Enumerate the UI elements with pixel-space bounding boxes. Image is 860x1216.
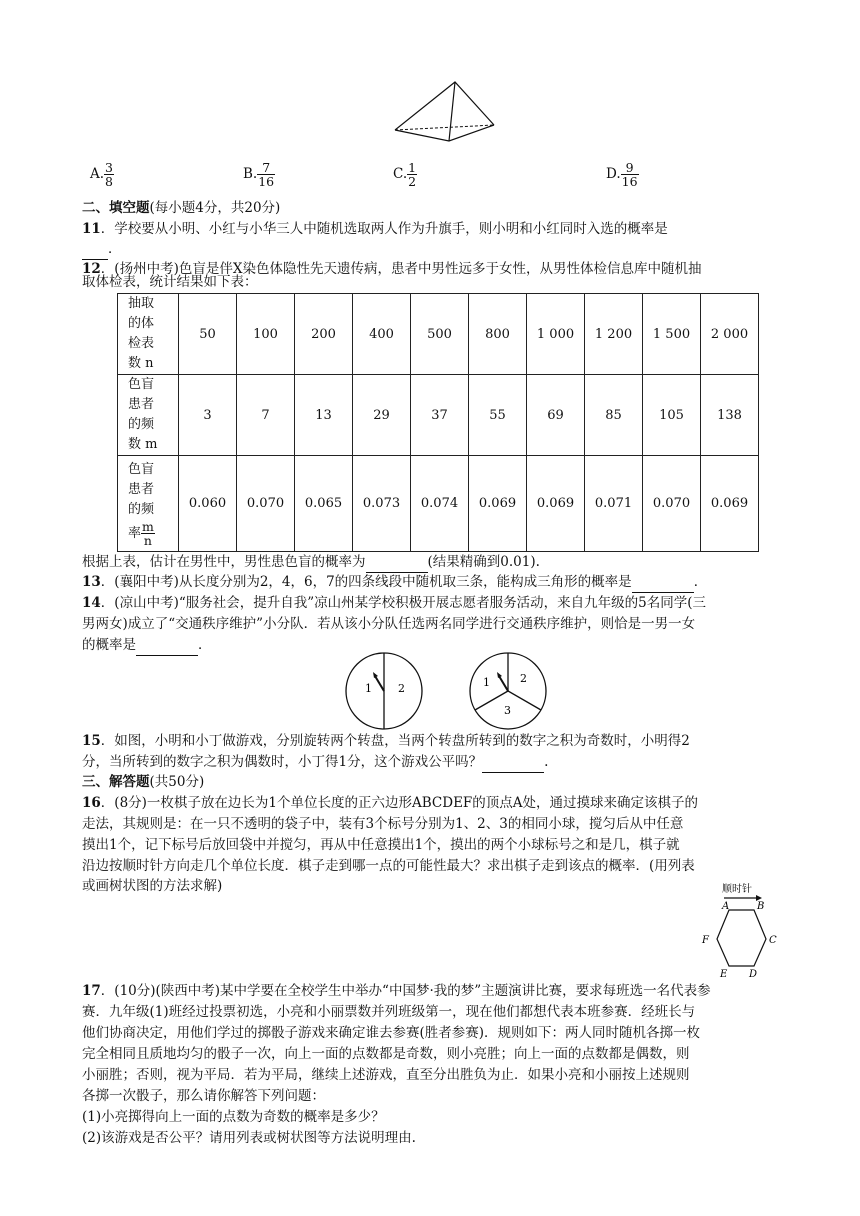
vertex-label: A — [722, 901, 730, 912]
q17-sub1: (1)小亮掷得向上一面的点数为奇数的概率是多少？ — [82, 1109, 385, 1125]
q16-line3: 摸出1个，记下标号后放回袋中并搅匀，再从中任意摸出1个，摸出的两个小球标号之和是几，棋子就 — [82, 837, 680, 853]
statistics-table — [117, 293, 759, 552]
table-cell: 200 — [295, 294, 353, 375]
q15-line2: 分，当所转到的数字之积为偶数时，小丁得1分，这个游戏公平吗？ . — [82, 752, 782, 773]
vertex-label: C — [769, 935, 777, 946]
spinner-label: 3 — [504, 704, 511, 717]
q11-answer-line: ． — [82, 239, 782, 260]
table-cell: 37 — [411, 375, 469, 456]
row-header: 抽取 的体 检表 数 n — [118, 294, 179, 375]
answer-blank[interactable] — [366, 552, 428, 573]
table-cell: 1 200 — [585, 294, 643, 375]
q16-line4: 沿边按顺时针方向走几个单位长度．棋子走到哪一点的可能性最大？求出棋子走到该点的概率．(用列表 — [82, 858, 695, 874]
table-cell: 800 — [469, 294, 527, 375]
q11: 11．学校要从小明、小红与小华三人中随机选取两人作为升旗手，则小明和小红同时入选的概率是 — [82, 221, 668, 237]
q14-line1: 14．(凉山中考)“服务社会，提升自我”凉山州某学校积极开展志愿者服务活动，来自九年级的5名同学(三 — [82, 595, 706, 611]
table-cell: 1 000 — [527, 294, 585, 375]
table-cell: 29 — [353, 375, 411, 456]
spinner-left — [343, 650, 425, 732]
table-cell: 400 — [353, 294, 411, 375]
q17-line1: 17．(10分)(陕西中考)某中学要在全校学生中举办“中国梦·我的梦”主题演讲比赛，要求每班选一名代表参 — [82, 983, 711, 999]
option-b: B. $\frac{7}{16}$ — [243, 160, 275, 189]
spinner-right — [467, 650, 549, 732]
answer-blank[interactable] — [482, 752, 544, 773]
q17-line6: 各掷一次骰子，那么请你解答下列问题： — [82, 1088, 325, 1104]
q17-sub2: (2)该游戏是否公平？请用列表或树状图等方法说明理由. — [82, 1130, 416, 1146]
answer-blank[interactable] — [136, 635, 198, 656]
spinner-label: 1 — [365, 682, 372, 695]
row-header: 色盲 患者 的频 率 $\frac{m}{n}$ — [118, 456, 179, 552]
table-cell: 2 000 — [701, 294, 759, 375]
table-cell: 0.060 — [179, 456, 237, 552]
option-d: D. $\frac{9}{16}$ — [606, 160, 638, 189]
q12-intro2: 取体检表，统计结果如下表： — [82, 274, 258, 290]
vertex-label: B — [757, 901, 765, 912]
table-cell: 0.070 — [237, 456, 295, 552]
table-cell: 138 — [701, 375, 759, 456]
q17-line3: 他们协商决定，用他们学过的掷骰子游戏来确定谁去参赛(胜者参赛)．规则如下：两人同时随机各掷一枚 — [82, 1025, 701, 1041]
table-cell: 55 — [469, 375, 527, 456]
table-cell: 0.070 — [643, 456, 701, 552]
table-cell: 1 500 — [643, 294, 701, 375]
hexagon-figure — [694, 880, 784, 980]
table-cell: 0.069 — [469, 456, 527, 552]
q12-intro: 12．(扬州中考)色盲是伴X染色体隐性先天遗传病，患者中男性远多于女性，从男性体检信息库中随机抽 — [82, 261, 702, 277]
table-cell: 0.065 — [295, 456, 353, 552]
table-row — [118, 294, 759, 375]
option-a: A. $\frac{3}{8}$ — [90, 160, 113, 189]
q13: 13．(襄阳中考)从长度分别为2，4，6，7的四条线段中随机取三条，能构成三角形的概率是 ． — [82, 572, 782, 593]
q15-line1: 15．如图，小明和小丁做游戏，分别旋转两个转盘，当两个转盘所转到的数字之积为奇数时，小明得2 — [82, 733, 690, 749]
spinner-label: 1 — [483, 676, 490, 689]
table-cell: 100 — [237, 294, 295, 375]
table-cell: 69 — [527, 375, 585, 456]
table-cell: 85 — [585, 375, 643, 456]
answer-blank[interactable] — [82, 239, 108, 260]
spinner-label: 2 — [398, 682, 405, 695]
table-cell: 50 — [179, 294, 237, 375]
q17-line2: 赛．九年级(1)班经过投票初选，小亮和小丽票数并列班级第一，现在他们都想代表本班参赛．经班长与 — [82, 1004, 696, 1020]
q17-line4: 完全相同且质地均匀的骰子一次，向上一面的点数都是奇数，则小亮胜；向上一面的点数都是偶数，则 — [82, 1046, 690, 1062]
table-row — [118, 456, 759, 552]
vertex-label: F — [702, 935, 709, 946]
q16-line2: 走法，其规则是：在一只不透明的袋子中，装有3个标号分别为1、2、3的相同小球，搅匀后从中任意 — [82, 816, 684, 832]
q14-line3: 的概率是 ． — [82, 635, 782, 656]
answer-blank[interactable] — [632, 572, 694, 593]
section2-heading: 二、填空题(每小题4分，共20分) — [82, 200, 281, 216]
table-cell: 13 — [295, 375, 353, 456]
option-c: C. $\frac{1}{2}$ — [393, 160, 417, 189]
q16-line5: 或画树状图的方法求解) — [82, 878, 223, 894]
q12-after: 根据上表，估计在男性中，男性患色盲的概率为 (结果精确到0.01). — [82, 552, 782, 573]
table-cell: 3 — [179, 375, 237, 456]
ratio-fraction: $\frac{m}{n}$ — [142, 519, 154, 548]
table-cell: 0.071 — [585, 456, 643, 552]
table-cell: 7 — [237, 375, 295, 456]
table-cell: 0.074 — [411, 456, 469, 552]
table-row — [118, 375, 759, 456]
spinner-label: 2 — [520, 672, 527, 685]
row-header: 色盲 患者 的频 数 m — [118, 375, 179, 456]
pyramid-figure — [390, 78, 500, 144]
table-cell: 0.069 — [527, 456, 585, 552]
section3-heading: 三、解答题(共50分) — [82, 774, 205, 790]
table-cell: 105 — [643, 375, 701, 456]
vertex-label: D — [749, 969, 758, 980]
vertex-label: E — [720, 969, 728, 980]
table-cell: 0.073 — [353, 456, 411, 552]
q16-line1: 16．(8分)一枚棋子放在边长为1个单位长度的正六边形ABCDEF的顶点A处，通过摸球来确定该棋子的 — [82, 795, 699, 811]
q17-line5: 小丽胜；否则，视为平局．若为平局，继续上述游戏，直至分出胜负为止．如果小亮和小丽按上述规则 — [82, 1067, 690, 1083]
clockwise-label: 顺时针 — [722, 884, 752, 895]
table-cell: 0.069 — [701, 456, 759, 552]
table-cell: 500 — [411, 294, 469, 375]
q14-line2: 男两女)成立了“交通秩序维护”小分队．若从该小分队任选两名同学进行交通秩序维护，则恰是一男一女 — [82, 616, 696, 632]
